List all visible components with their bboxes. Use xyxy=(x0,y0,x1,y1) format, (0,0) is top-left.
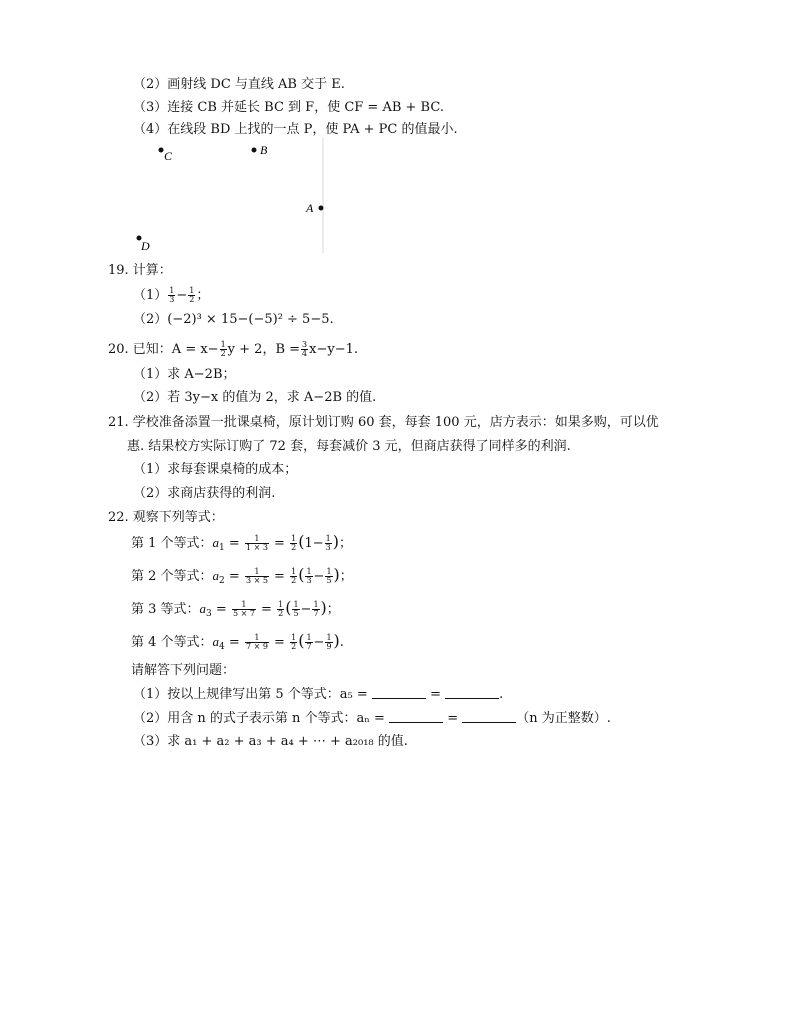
fraction: $\frac{1}{2}$ xyxy=(189,286,195,304)
answer-blank xyxy=(372,686,426,699)
q18-item-2: （2）画射线 DC 与直线 AB 交于 E. xyxy=(133,77,345,92)
q22-part-1: （1）按以上规律写出第 5 个等式：a₅ = = . xyxy=(133,687,504,702)
label-a: A xyxy=(306,201,314,215)
q21-part-1: （1）求每套课桌椅的成本； xyxy=(133,462,298,477)
points-figure xyxy=(128,138,328,258)
q20-part-2: （2）若 3y−x 的值为 2，求 A−2B 的值. xyxy=(133,390,377,405)
q19-part-1 xyxy=(133,287,209,305)
answer-blank xyxy=(462,710,516,723)
q21-line-1: 21. 学校准备添置一批课桌椅，原计划订购 60 套，每套 100 元，店方表示：如果多购，可以优 xyxy=(108,415,659,430)
answer-blank xyxy=(445,686,499,699)
q18-item-3: （3）连接 CB 并延长 BC 到 F，使 CF = AB + BC. xyxy=(133,100,444,115)
q20-heading: 20. 已知：A = x− $\frac{1}{2}$ y + 2，B = $\frac{3}{4}$ x−y−1. xyxy=(108,340,358,358)
q22-equation-2: 第 2 个等式：$a_2$ = $\frac{1}{3 \times 5}$ = $\frac{1}{2}$ ( $\frac{1}{3}$ − $\frac{1}{5}$ )； xyxy=(131,565,353,586)
label-d: D xyxy=(141,239,150,253)
q19-heading: 19. 计算： xyxy=(108,263,172,278)
q22-part-2: （2）用含 n 的式子表示第 n 个等式：aₙ = = （n 为正整数）. xyxy=(133,711,611,726)
point-a xyxy=(319,206,324,211)
q22-equation-1: 第 1 个等式：$a_1$ = $\frac{1}{1 \times 3}$ = $\frac{1}{2}$ (1− $\frac{1}{3}$ )； xyxy=(131,532,352,553)
q20-part-1: （1）求 A−2B； xyxy=(133,367,236,382)
q22-equation-3: 第 3 等式：$a_3$ = $\frac{1}{5 \times 7}$ = $\frac{1}{2}$ ( $\frac{1}{5}$ − $\frac{1}{7}$ )； xyxy=(131,598,340,619)
fraction: $\frac{1}{2}$ xyxy=(220,340,226,358)
q22-equation-4: 第 4 个等式：$a_4$ = $\frac{1}{7 \times 9}$ = $\frac{1}{2}$ ( $\frac{1}{7}$ − $\frac{1}{9}$ ). xyxy=(131,631,344,652)
point-c xyxy=(159,148,164,153)
q22-heading: 22. 观察下列等式： xyxy=(108,510,224,525)
q19-part-2: （2）(−2)³ × 15−(−5)² ÷ 5−5. xyxy=(133,312,334,327)
q21-line-2: 惠. 结果校方实际订购了 72 套，每套减价 3 元，但商店获得了同样多的利润. xyxy=(127,439,571,454)
point-b xyxy=(252,148,257,153)
punct: ； xyxy=(196,288,210,303)
q22-ask: 请解答下列问题： xyxy=(131,663,236,678)
q22-part-3: （3）求 a₁ + a₂ + a₃ + a₄ + ⋯ + a₂₀₁₈ 的值. xyxy=(133,734,408,749)
fraction: $\frac{3}{4}$ xyxy=(302,340,308,358)
answer-blank xyxy=(389,710,443,723)
label-c: C xyxy=(164,149,173,163)
operator: − xyxy=(176,288,188,303)
q18-item-4: （4）在线段 BD 上找的一点 P，使 PA + PC 的值最小. xyxy=(133,122,458,137)
q21-part-2: （2）求商店获得的利润. xyxy=(133,486,276,501)
fraction: $\frac{1}{3}$ xyxy=(169,286,175,304)
q19-p1-label: （1） xyxy=(133,288,168,303)
label-b: B xyxy=(260,143,268,157)
